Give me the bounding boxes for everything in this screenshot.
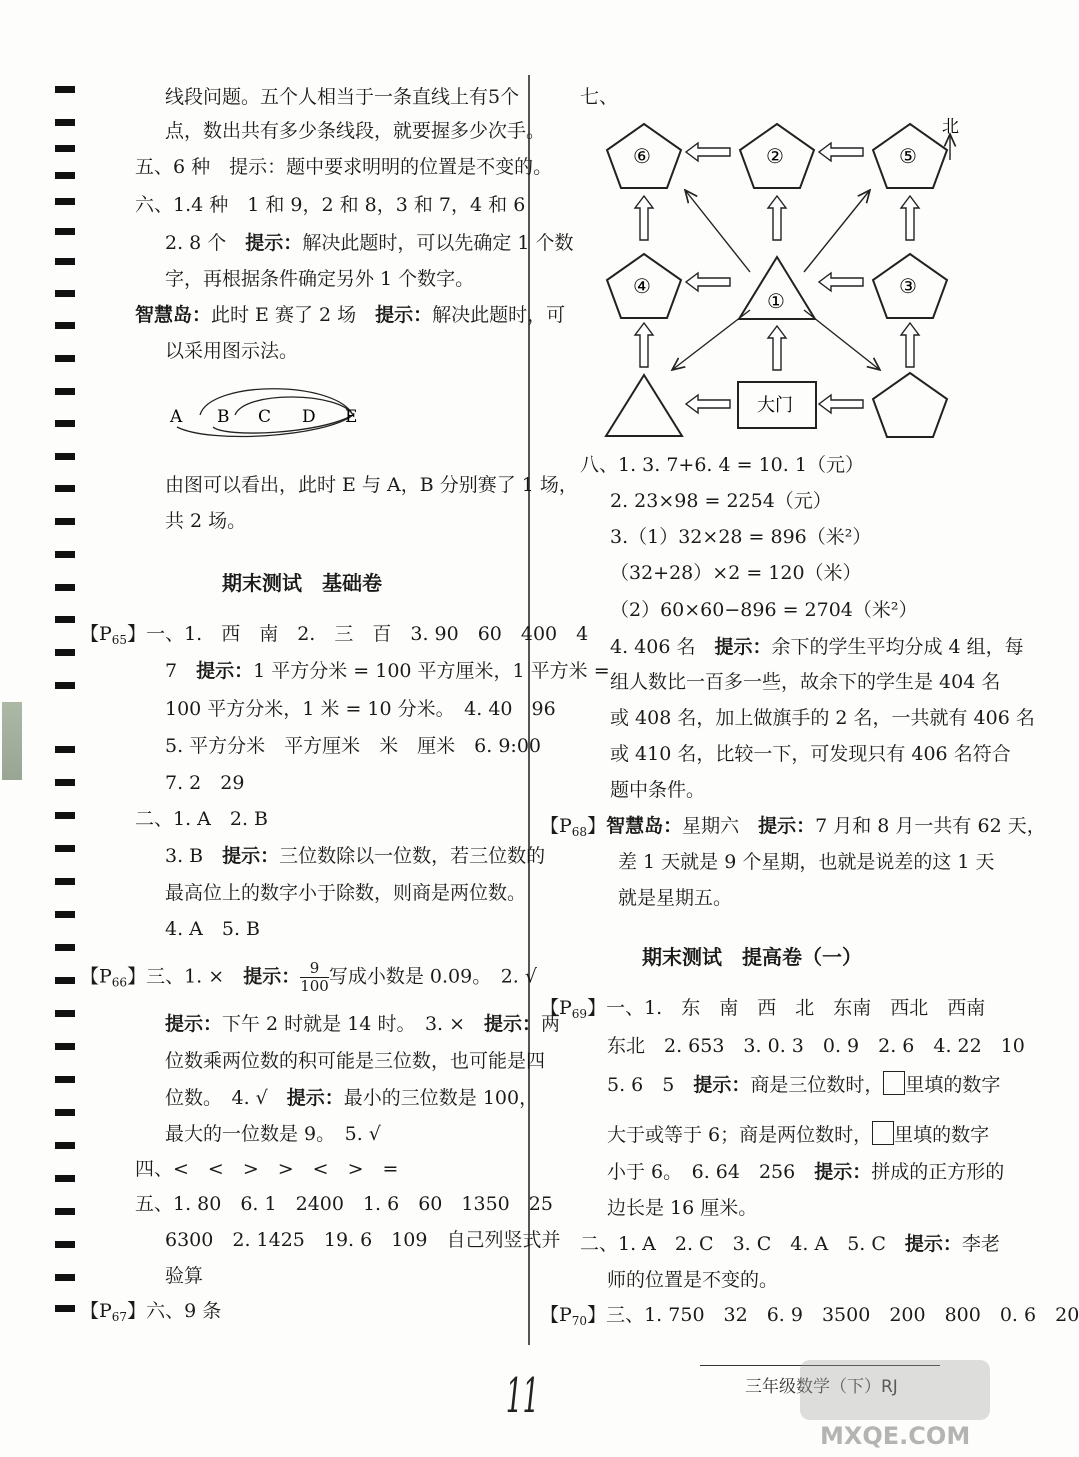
node-label-1: ① (767, 289, 785, 313)
text-line: 点，数出共有多少条线段，就要握多少次手。 (165, 120, 546, 142)
text-line: 最大的一位数是 9。 5. √ (165, 1123, 381, 1145)
text-line: 字，再根据条件确定另外 1 个数字。 (165, 268, 475, 290)
fraction: $\frac{9}{100}$ (300, 959, 329, 995)
text-line: 2. 23×98 = 2254（元） (610, 490, 832, 512)
blank-box (883, 1071, 905, 1095)
section-title: 期末测试 基础卷 (222, 571, 382, 595)
text-line: 东北 2. 653 3. 0. 3 0. 9 2. 6 4. 22 10 (607, 1035, 1025, 1057)
text-line: 题中条件。 (610, 779, 706, 801)
node-label-2: ② (766, 144, 784, 168)
text-line: 7. 2 29 (165, 772, 245, 794)
text-line: 【$P_{70}$】三、1. 750 32 6. 9 3500 200 800 0. 6 20 (540, 1304, 1079, 1328)
text-line: 智慧岛：此时 E 赛了 2 场 提示：解决此题时，可 (135, 304, 566, 326)
text-line: （2）60×60−896 = 2704（米²） (610, 599, 918, 621)
watermark-logo (800, 1360, 990, 1420)
text-line: 【$P_{68}$】智慧岛：星期六 提示：7 月和 8 月一共有 62 天， (540, 815, 1046, 839)
text-line: 【$P_{67}$】六、9 条 (80, 1300, 222, 1324)
text-line: 边长是 16 厘米。 (607, 1197, 758, 1219)
text-line: （32+28）×2 = 120（米） (610, 562, 862, 584)
text-line: 五、1. 80 6. 1 2400 1. 6 60 1350 25 (135, 1193, 553, 1215)
text-line: 五、6 种 提示：题中要求明明的位置是不变的。 (135, 156, 553, 178)
text-line: 4. 406 名 提示：余下的学生平均分成 4 组，每 (610, 636, 1024, 658)
node-label-5: ⑤ (899, 144, 917, 168)
side-tab (2, 702, 22, 780)
pentagon-node-bottom-right (873, 373, 947, 437)
section-title: 期末测试 提高卷（一） (642, 945, 862, 969)
triangle-node-bottom-left (606, 375, 682, 436)
match-arc-diagram (165, 382, 375, 452)
text-line: 2. 8 个 提示：解决此题时，可以先确定 1 个数 (165, 232, 574, 254)
node-label-4: ④ (633, 274, 651, 298)
text-line: 以采用图示法。 (165, 340, 299, 362)
letter-a: A (170, 407, 183, 427)
text-line: 师的位置是不变的。 (607, 1269, 779, 1291)
text-line: 就是星期五。 (618, 887, 733, 909)
text-line: 二、1. A 2. C 3. C 4. A 5. C 提示：李老 (580, 1233, 1000, 1255)
text-line: 四、< < > > < > = (135, 1158, 399, 1180)
text-line: 最高位上的数字小于除数，则商是两位数。 (165, 882, 527, 904)
node-label-3: ③ (899, 274, 917, 298)
text-line: 6300 2. 1425 19. 6 109 自己列竖式并 (165, 1229, 561, 1251)
text-line: 7 提示：1 平方分米 = 100 平方厘米，1 平方米 = (165, 660, 610, 682)
text-line: 【$P_{69}$】一、1. 东 南 西 北 东南 西北 西南 (540, 997, 986, 1021)
gate-label: 大门 (757, 395, 793, 416)
north-label: 北 (942, 117, 959, 137)
text-line: 线段问题。五个人相当于一条直线上有5个 (165, 86, 520, 108)
text-line: 差 1 天就是 9 个星期，也就是说差的这 1 天 (618, 851, 995, 873)
watermark-text: MXQE.COM (820, 1422, 971, 1450)
text-line: 或 410 名，比较一下，可发现只有 406 名符合 (610, 743, 1011, 765)
letter-c: C (258, 407, 272, 427)
text-line: 位数乘两位数的积可能是三位数，也可能是四 (165, 1050, 546, 1072)
text-line: 5. 6 5 提示：商是三位数时， 里填的数字 (607, 1071, 1000, 1098)
text-line: 100 平方分米，1 米 = 10 分米。 4. 40 96 (165, 698, 556, 720)
text-line: 3. B 提示：三位数除以一位数，若三位数的 (165, 845, 546, 867)
letter-e: E (345, 407, 358, 427)
text-line: 二、1. A 2. B (135, 808, 269, 830)
text-line: 由图可以看出，此时 E 与 A，B 分别赛了 1 场， (165, 474, 578, 496)
text-line: 六、1.4 种 1 和 9，2 和 8，3 和 7，4 和 6 (135, 194, 526, 216)
text-line: 5. 平方分米 平方厘米 米 厘米 6. 9:00 (165, 735, 542, 757)
park-map-diagram (600, 112, 970, 442)
section-label: 七、 (580, 86, 619, 108)
page-number-mark: 11 (505, 1368, 540, 1424)
text-line: 【$P_{65}$】一、1. 西 南 2. 三 百 3. 90 60 400 4 (80, 623, 589, 647)
text-line: 验算 (165, 1265, 204, 1287)
text-line: 八、1. 3. 7+6. 4 = 10. 1（元） (580, 454, 864, 476)
book-label: 三年级数学（下）RJ (745, 1377, 898, 1397)
blank-box (872, 1121, 894, 1145)
text-line: 组人数比一百多一些，故余下的学生是 404 名 (610, 671, 1001, 693)
text-line: 4. A 5. B (165, 918, 261, 940)
node-label-6: ⑥ (633, 144, 651, 168)
text-line: 【$P_{66}$】三、1. × 提示： $\frac{9}{100}$ 写成小数是 0.09。 2. √ (80, 959, 537, 995)
text-line: 小于 6。 6. 64 256 提示：拼成的正方形的 (607, 1161, 1005, 1183)
text-line: 3.（1）32×28 = 896（米²） (610, 526, 872, 548)
text-line: 大于或等于 6；商是两位数时， 里填的数字 (607, 1121, 989, 1148)
text-line: 提示：下午 2 时就是 14 时。 3. × 提示：两 (165, 1013, 561, 1035)
letter-d: D (302, 407, 316, 427)
text-line: 共 2 场。 (165, 510, 247, 532)
text-line: 或 408 名，加上做旗手的 2 名，一共就有 406 名 (610, 707, 1035, 729)
text-line: 位数。 4. √ 提示：最小的三位数是 100， (165, 1087, 539, 1109)
letter-b: B (217, 407, 230, 427)
